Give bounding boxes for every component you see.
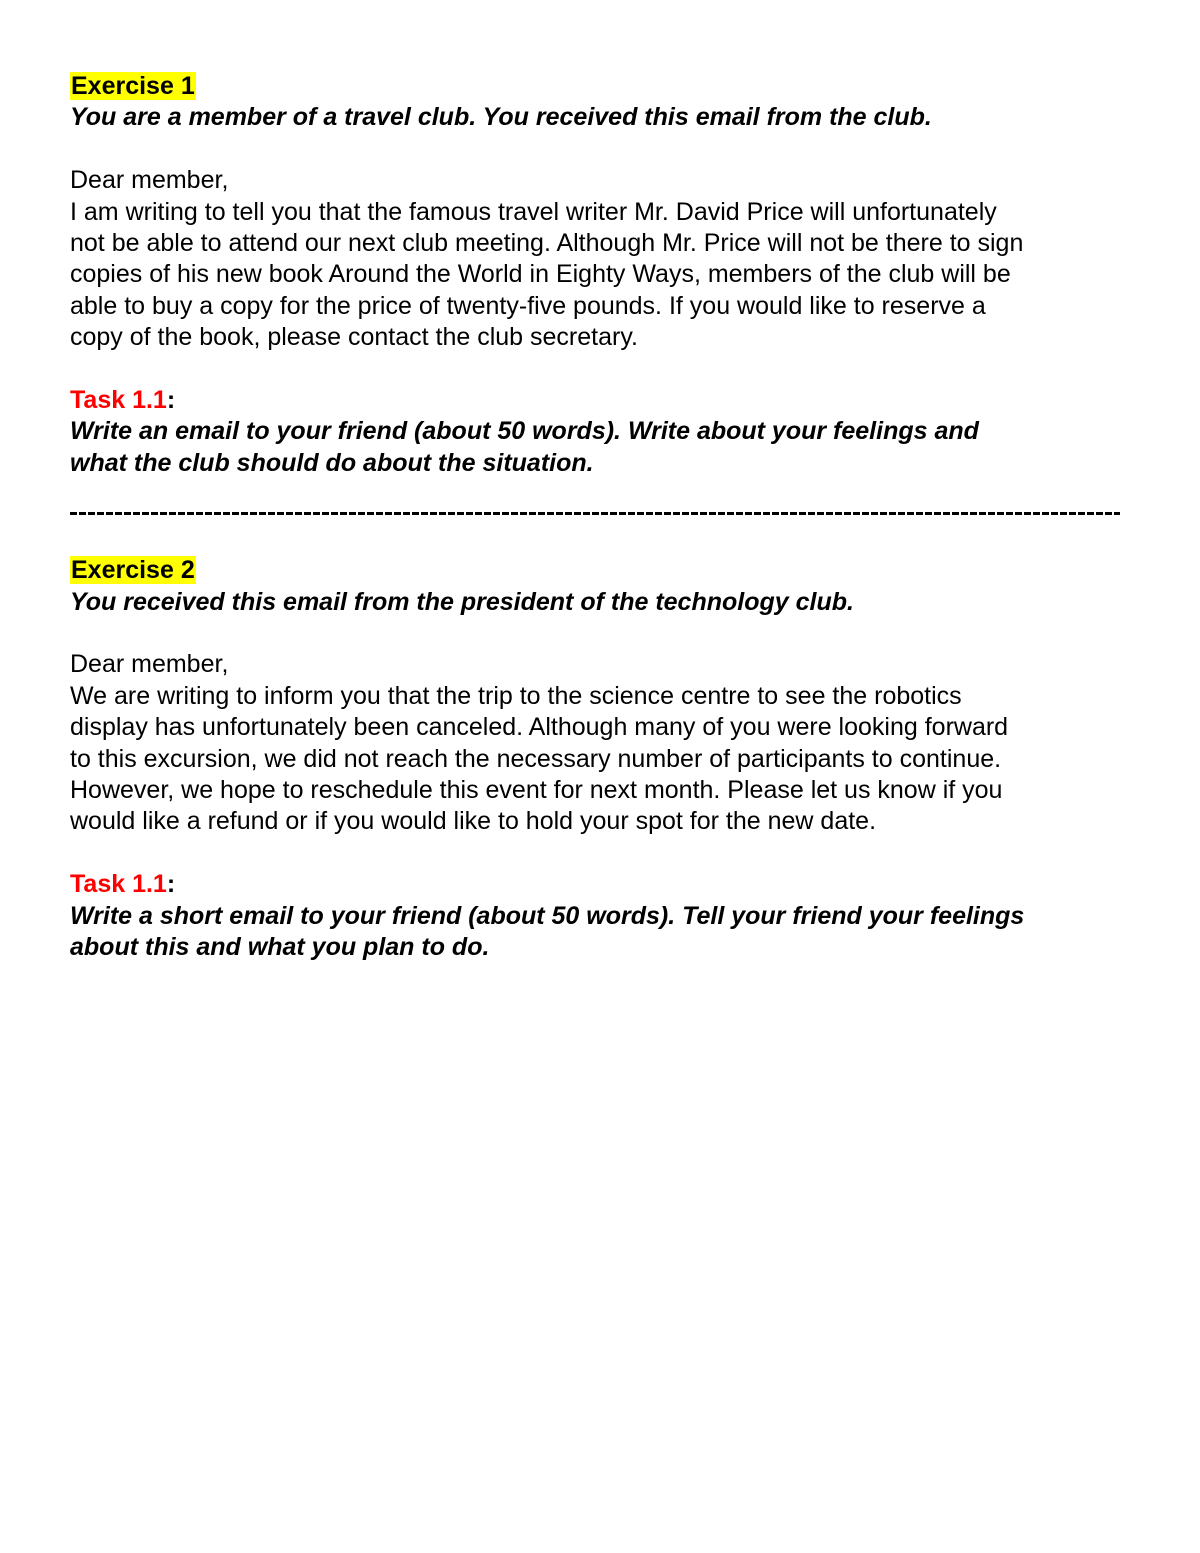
spacer [70, 134, 1130, 165]
task-instruction-line: about this and what you plan to do. [70, 933, 490, 962]
document-page [70, 71, 1130, 964]
email-body-line: I am writing to tell you that the famous travel writer Mr. David Price will unfortunately [70, 197, 997, 226]
task-label [70, 869, 1130, 900]
email-body-line: would like a refund or if you would like to hold your spot for the new date. [70, 807, 877, 836]
task-colon: : [166, 386, 176, 415]
email-salutation: Dear member, [70, 650, 229, 679]
task-instruction-line: Write a short email to your friend (about 50 words). Tell your friend your feelings [70, 901, 1025, 930]
email-body-line: copies of his new book Around the World in Eighty Ways, members of the club will be [70, 260, 1011, 289]
task-instruction-line: Write an email to your friend (about 50 words). Write about your feelings and [70, 417, 979, 446]
exercise-1 [70, 71, 1130, 479]
exercise-heading-highlight: Exercise 2 [71, 556, 195, 585]
email-body-line: However, we hope to reschedule this event for next month. Please let us know if you [70, 776, 1003, 805]
task-label [70, 385, 1130, 416]
task-colon: : [166, 870, 176, 899]
email-body-line: copy of the book, please contact the club secretary. [70, 323, 638, 352]
exercise-heading [70, 555, 1130, 586]
email-body-line: display has unfortunately been canceled. Although many of you were looking forward [70, 713, 1009, 742]
email-body-line: not be able to attend our next club meeting. Although Mr. Price will not be there to sign [70, 229, 1024, 258]
spacer [70, 618, 1130, 649]
email-body-line: We are writing to inform you that the trip to the science centre to see the robotics [70, 681, 962, 710]
exercise-intro: You received this email from the president of the technology club. [70, 587, 854, 616]
task-instruction-line: what the club should do about the situation. [70, 448, 594, 477]
task-number: Task 1.1 [70, 870, 167, 899]
email-body-line: to this excursion, we did not reach the necessary number of participants to continue. [70, 744, 1002, 773]
email-salutation: Dear member, [70, 166, 229, 195]
spacer [70, 838, 1130, 869]
exercise-intro: You are a member of a travel club. You received this email from the club. [70, 103, 932, 132]
spacer [70, 354, 1130, 385]
dashed-divider [70, 503, 1120, 523]
task-number: Task 1.1 [70, 386, 167, 415]
exercise-heading-highlight: Exercise 1 [71, 72, 195, 100]
exercise-2 [70, 555, 1130, 963]
exercise-heading [70, 71, 1130, 102]
email-body-line: able to buy a copy for the price of twenty-five pounds. If you would like to reserve a [70, 291, 986, 320]
